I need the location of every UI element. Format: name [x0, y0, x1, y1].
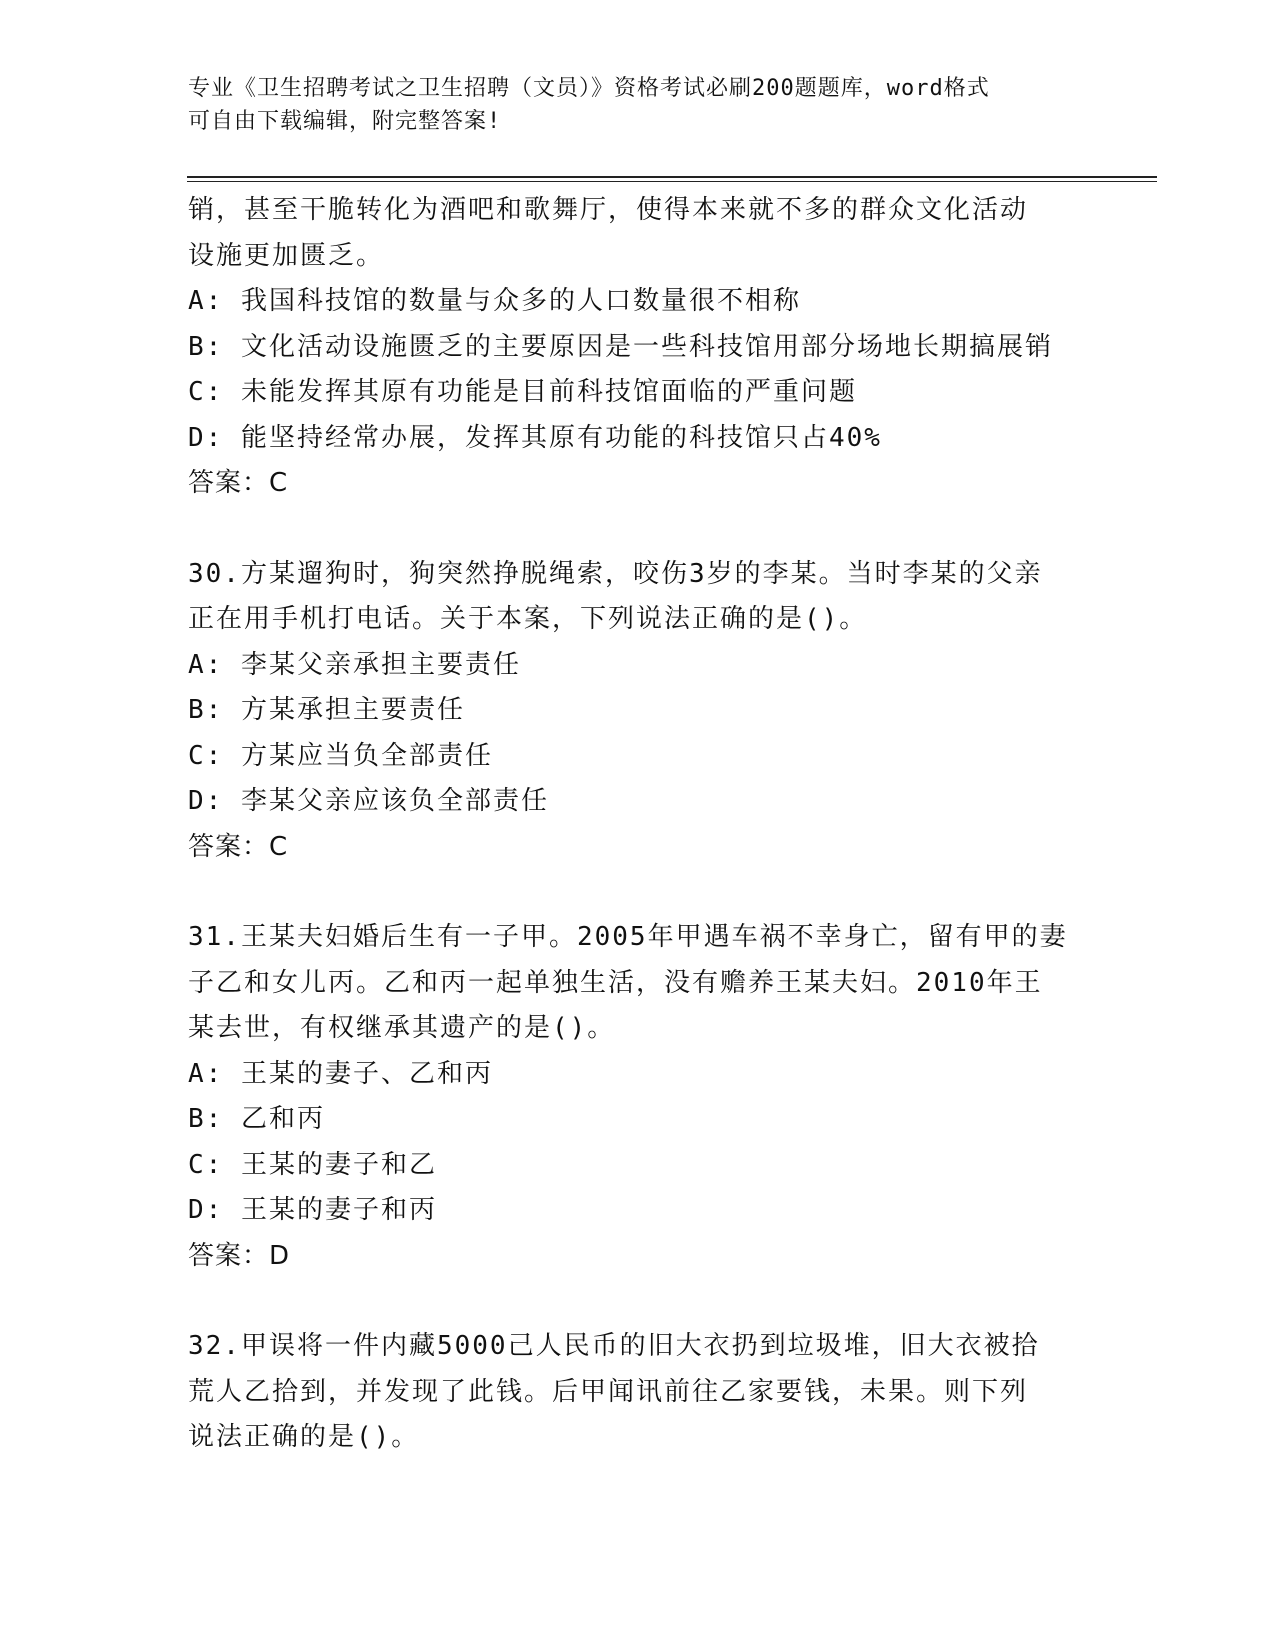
- question-30: [188, 552, 1088, 871]
- question-text-line: 销，甚至干脆转化为酒吧和歌舞厅，使得本来就不多的群众文化活动: [188, 195, 1029, 225]
- option-c: C: 未能发挥其原有功能是目前科技馆面临的严重问题: [188, 377, 857, 407]
- option-b: B: 方某承担主要责任: [188, 695, 465, 725]
- question-spacer: [188, 1279, 1088, 1324]
- option-d: D: 能坚持经常办展，发挥其原有功能的科技馆只占40%: [188, 422, 882, 453]
- answer-line: 答案：C: [188, 831, 289, 862]
- option-c: C: 方某应当负全部责任: [188, 740, 493, 771]
- question-text-line: 子乙和女儿丙。乙和丙一起单独生活，没有赡养王某夫妇。2010年王: [188, 967, 1043, 998]
- question-text-line: 荒人乙拾到，并发现了此钱。后甲闻讯前往乙家要钱，未果。则下列: [188, 1376, 1029, 1407]
- document-body: [188, 188, 1088, 1461]
- answer-line: 答案：D: [188, 1240, 291, 1271]
- question-text-line: 设施更加匮乏。: [188, 240, 385, 271]
- option-a: A: 李某父亲承担主要责任: [188, 649, 521, 680]
- question-31: [188, 915, 1088, 1279]
- question-32: [188, 1324, 1088, 1461]
- question-text-line: 正在用手机打电话。关于本案，下列说法正确的是()。: [188, 604, 868, 634]
- continued-question: [188, 188, 1088, 507]
- option-b: B: 乙和丙: [188, 1104, 325, 1134]
- option-a: A: 王某的妻子、乙和丙: [188, 1058, 493, 1089]
- header-title-line-2: 可自由下载编辑，附完整答案!: [188, 109, 502, 134]
- question-spacer: [188, 507, 1088, 552]
- question-spacer: [188, 870, 1088, 915]
- question-text-line: 32.甲误将一件内藏5000己人民币的旧大衣扔到垃圾堆，旧大衣被拾: [188, 1331, 1040, 1361]
- option-b: B: 文化活动设施匮乏的主要原因是一些科技馆用部分场地长期搞展销: [188, 331, 1053, 362]
- option-a: A: 我国科技馆的数量与众多的人口数量很不相称: [188, 286, 801, 316]
- document-header: [188, 72, 1088, 138]
- option-d: D: 李某父亲应该负全部责任: [188, 786, 549, 816]
- option-d: D: 王某的妻子和丙: [188, 1195, 437, 1225]
- option-c: C: 王某的妻子和乙: [188, 1149, 437, 1180]
- answer-line: 答案：C: [188, 468, 289, 498]
- header-title-line-1: 专业《卫生招聘考试之卫生招聘（文员）》资格考试必刷200题题库，word格式: [188, 76, 990, 101]
- question-text-line: 说法正确的是()。: [188, 1422, 420, 1452]
- question-text-line: 30.方某遛狗时，狗突然挣脱绳索，咬伤3岁的李某。当时李某的父亲: [188, 558, 1043, 589]
- question-text-line: 31.王某夫妇婚后生有一子甲。2005年甲遇车祸不幸身亡，留有甲的妻: [188, 922, 1068, 952]
- header-divider: [187, 176, 1157, 182]
- question-text-line: 某去世，有权继承其遗产的是()。: [188, 1013, 616, 1043]
